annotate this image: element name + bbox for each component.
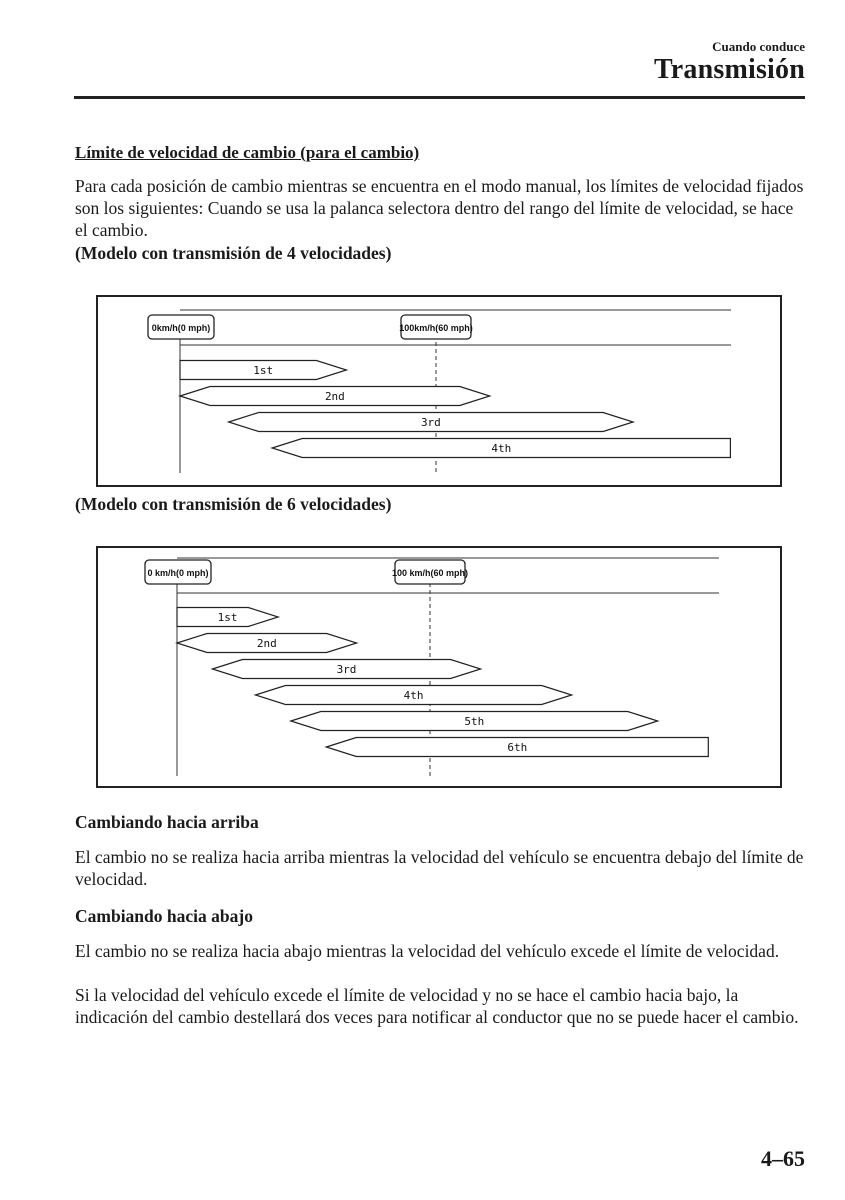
speed-marker-label: 100km/h(60 mph) [399,323,473,333]
speed-marker-label: 0km/h(0 mph) [151,323,211,333]
speed-marker-label: 100 km/h(60 mph) [391,568,469,578]
shift-limit-paragraph: Para cada posición de cambio mientras se encuentra en el modo manual, los límites de velocidad fijados son los siguientes: Cuando se usa la palanca selectora dentro del rango del límite de velocidad, se hace el cambio. [75,176,804,240]
gear-label-2nd: 2nd [256,637,277,650]
page-title: Transmisión [653,54,805,85]
gear-label-1st: 1st [217,611,238,624]
gear-label-2nd: 2nd [324,390,345,403]
gear-label-3rd: 3rd [336,663,357,676]
downshift-paragraph-1: El cambio no se realiza hacia abajo mientras la velocidad del vehículo excede el límite de velocidad. [75,941,780,961]
gear-label-4th: 4th [491,442,512,455]
gear-label-6th: 6th [507,741,528,754]
shift-limit-heading: Límite de velocidad de cambio (para el cambio) [75,143,420,162]
gear-label-3rd: 3rd [420,416,441,429]
model6-label: (Modelo con transmisión de 6 velocidades) [75,494,392,514]
gear-label-5th: 5th [464,715,485,728]
page-number: 4–65 [761,1146,805,1171]
gear-label-4th: 4th [403,689,424,702]
speed-marker-label: 0 km/h(0 mph) [147,568,209,578]
model4-label: (Modelo con transmisión de 4 velocidades) [75,243,392,263]
upshift-paragraph: El cambio no se realiza hacia arriba mientras la velocidad del vehículo se encuentra debajo del límite de velocidad. [75,847,804,889]
upshift-heading: Cambiando hacia arriba [75,812,259,832]
downshift-heading: Cambiando hacia abajo [75,906,253,926]
downshift-paragraph-2: Si la velocidad del vehículo excede el límite de velocidad y no se hace el cambio hacia bajo, la indicación del cambio destellará dos veces para notificar al conductor que no se puede hacer el cambio. [75,985,799,1027]
gear-label-1st: 1st [253,364,274,377]
section-label: Cuando conduce [712,39,805,54]
